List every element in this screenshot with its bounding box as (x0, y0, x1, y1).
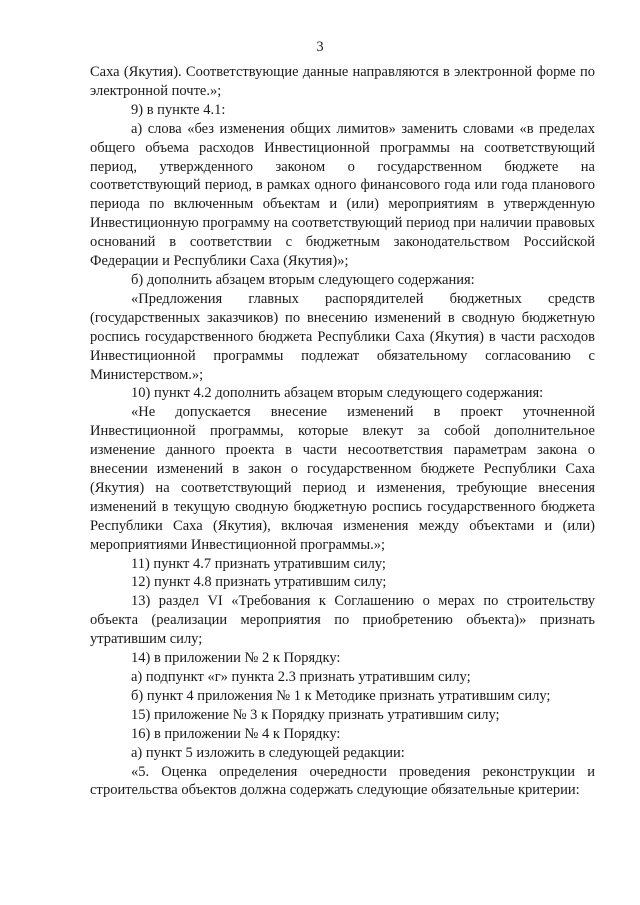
paragraph-8: 12) пункт 4.8 признать утратившим силу; (131, 574, 387, 591)
paragraph-0: Саха (Якутия). Соответствующие данные направляются в электронной форме по электронной почте.»; (90, 64, 595, 99)
paragraph-5: 10) пункт 4.2 дополнить абзацем вторым следующего содержания: (131, 385, 544, 402)
paragraph-16: «5. Оценка определения очередности проведения реконструкции и строительства объектов должна содержать следующие обязательные критерии: (90, 763, 595, 799)
document-body (90, 63, 595, 800)
paragraph-2: а) слова «без изменения общих лимитов» заменить словами «в пределах общего объема расходов Инвестиционной программы на соответствующий период, утвержденного законом о государственном бюджете на соответствующий период, в рамках одного финансового года или года планового периода по включенным объектам и (или) мероприятиям в утвержденную Инвестиционную программу на соответствующий период при наличии правовых оснований в соответствии с бюджетным законодательством Российской Федерации и Республики Саха (Якутия)»; (90, 120, 595, 270)
paragraph-3: б) дополнить абзацем вторым следующего содержания: (131, 271, 475, 288)
paragraph-6: «Не допускается внесение изменений в проект уточненной Инвестиционной программы, которые влекут за собой дополнительное изменение данного проекта в части несоответствия параметрам закона о внесении изменений в закон о государственном бюджете Республики Саха (Якутия) на соответствующий период и изменения, требующие внесения изменений в текущую сводную бюджетную роспись государственного бюджета Республики Саха (Якутия), включая изменения между объектами и (или) мероприятиями Инвестиционной программы.»; (90, 404, 595, 553)
paragraph-12: б) пункт 4 приложения № 1 к Методике признать утратившим силу; (131, 687, 551, 704)
paragraph-15: а) пункт 5 изложить в следующей редакции: (131, 744, 405, 761)
paragraph-11: а) подпункт «г» пункта 2.3 признать утратившим силу; (131, 669, 471, 685)
paragraph-4: «Предложения главных распорядителей бюджетных средств (государственных заказчиков) по внесению изменений в сводную бюджетную роспись государственного бюджета Республики Саха (Якутия) в части расходов Инвестиционной программы подлежат обязательному согласованию с Министерством.»; (90, 290, 595, 383)
paragraph-9: 13) раздел VI «Требования к Соглашению о мерах по строительству объекта (реализации мероприятия по приобретению объекта)» признать утратившим силу; (90, 593, 595, 648)
paragraph-7: 11) пункт 4.7 признать утратившим силу; (131, 555, 386, 572)
paragraph-10: 14) в приложении № 2 к Порядку: (131, 650, 341, 667)
paragraph-14: 16) в приложении № 4 к Порядку: (131, 725, 341, 742)
paragraph-13: 15) приложение № 3 к Порядку признать утратившим силу; (131, 706, 500, 723)
page-number: 3 (316, 39, 324, 55)
paragraph-1: 9) в пункте 4.1: (131, 101, 226, 118)
